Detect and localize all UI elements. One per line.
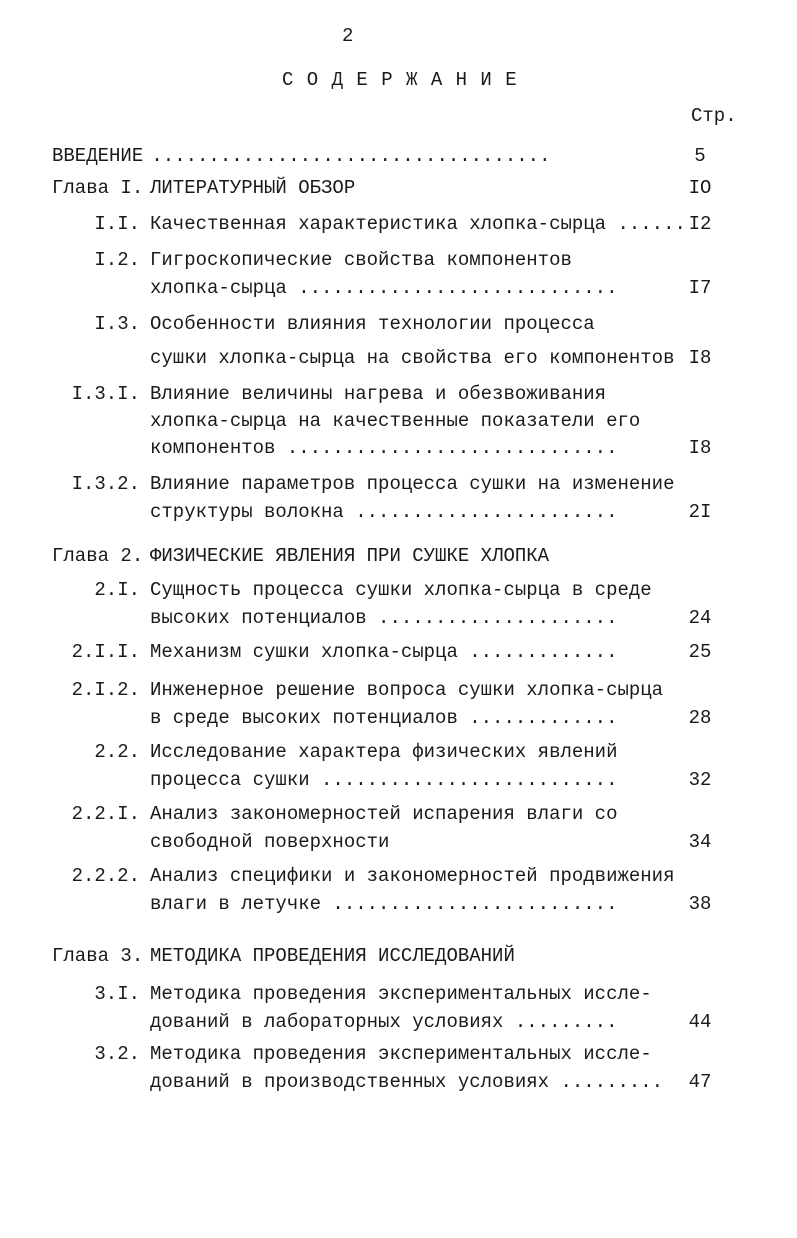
toc-entry-text: свободной поверхности — [150, 831, 390, 853]
page-number: 2 — [342, 25, 354, 47]
toc-entry-number: 2.I. — [94, 579, 140, 601]
toc-entry-page: 5 — [694, 145, 706, 167]
toc-entry-page: I8 — [688, 347, 712, 369]
toc-entry-number: 2.2.2. — [71, 865, 140, 887]
toc-entry-page: 25 — [688, 641, 712, 663]
toc-entry-number: I.3. — [94, 313, 140, 335]
toc-entry-page: 47 — [688, 1071, 712, 1093]
toc-entry-page: I2 — [688, 213, 712, 235]
toc-entry-page: 32 — [688, 769, 712, 791]
toc-entry-text: влаги в летучке ......................... — [150, 893, 618, 915]
toc-entry-page: IO — [688, 177, 712, 199]
toc-entry-text: Анализ закономерностей испарения влаги со — [150, 803, 618, 825]
toc-entry-text: процесса сушки .......................... — [150, 769, 618, 791]
toc-entry-number: 2.I.I. — [71, 641, 140, 663]
toc-entry-page: 34 — [688, 831, 712, 853]
toc-entry-text: Гигроскопические свойства компонентов — [150, 249, 572, 271]
toc-entry-text: Анализ специфики и закономерностей продвижения — [150, 865, 675, 887]
toc-entry-page: 28 — [688, 707, 712, 729]
toc-entry-text: компонентов ............................. — [150, 437, 618, 459]
toc-entry-text: Сущность процесса сушки хлопка-сырца в среде — [150, 579, 652, 601]
toc-entry-number: I.2. — [94, 249, 140, 271]
toc-entry-text: структуры волокна ....................... — [150, 501, 618, 523]
toc-entry-text: в среде высоких потенциалов ............. — [150, 707, 618, 729]
toc-entry-text: высоких потенциалов ..................... — [150, 607, 618, 629]
toc-entry-number: Глава 2. — [52, 545, 144, 567]
toc-entry-text: хлопка-сырца на качественные показатели его — [150, 410, 641, 432]
toc-entry-text: МЕТОДИКА ПРОВЕДЕНИЯ ИССЛЕДОВАНИЙ — [150, 945, 515, 967]
toc-entry-text: Исследование характера физических явлений — [150, 741, 618, 763]
toc-entry-text: дований в лабораторных условиях ......... — [150, 1011, 618, 1033]
toc-entry-number: 3.I. — [94, 983, 140, 1005]
toc-entry-number: 2.I.2. — [71, 679, 140, 701]
toc-entry-page: 38 — [688, 893, 712, 915]
toc-entry-number: Глава I. — [52, 177, 144, 199]
toc-entry-text: ФИЗИЧЕСКИЕ ЯВЛЕНИЯ ПРИ СУШКЕ ХЛОПКА — [150, 545, 550, 567]
toc-entry-text: Качественная характеристика хлопка-сырца ...... — [150, 213, 686, 235]
toc-entry-text: Методика проведения экспериментальных иссле- — [150, 983, 652, 1005]
toc-entry-text: Влияние параметров процесса сушки на изменение — [150, 473, 675, 495]
toc-entry-number: 3.2. — [94, 1043, 140, 1065]
toc-entry-page: I7 — [688, 277, 712, 299]
toc-entry-text: сушки хлопка-сырца на свойства его компонентов — [150, 347, 675, 369]
toc-entry-page: 44 — [688, 1011, 712, 1033]
toc-entry-text: Методика проведения экспериментальных иссле- — [150, 1043, 652, 1065]
toc-entry-number: I.3.I. — [71, 383, 140, 405]
toc-entry-number: Глава 3. — [52, 945, 144, 967]
toc-entry-number: 2.2.I. — [71, 803, 140, 825]
toc-entry-number: 2.2. — [94, 741, 140, 763]
toc-entry-number: I.I. — [94, 213, 140, 235]
page-column-header: Стр. — [691, 105, 737, 127]
toc-entry-text: Механизм сушки хлопка-сырца ............. — [150, 641, 618, 663]
toc-entry-page: I8 — [688, 437, 712, 459]
page-title: С О Д Е Р Ж А Н И Е — [282, 69, 518, 91]
toc-entry-text: хлопка-сырца ............................ — [150, 277, 618, 299]
toc-entry-text: ................................... — [140, 145, 551, 167]
toc-entry-text: Особенности влияния технологии процесса — [150, 313, 595, 335]
toc-entry-page: 24 — [688, 607, 712, 629]
toc-entry-text: ЛИТЕРАТУРНЫЙ ОБЗОР — [150, 177, 356, 199]
toc-entry-page: 2I — [688, 501, 712, 523]
toc-entry-number: ВВЕДЕНИЕ — [52, 145, 144, 167]
toc-entry-number: I.3.2. — [71, 473, 140, 495]
toc-entry-text: дований в производственных условиях ......... — [150, 1071, 664, 1093]
toc-entry-text: Инженерное решение вопроса сушки хлопка-сырца — [150, 679, 664, 701]
toc-entry-text: Влияние величины нагрева и обезвоживания — [150, 383, 607, 405]
